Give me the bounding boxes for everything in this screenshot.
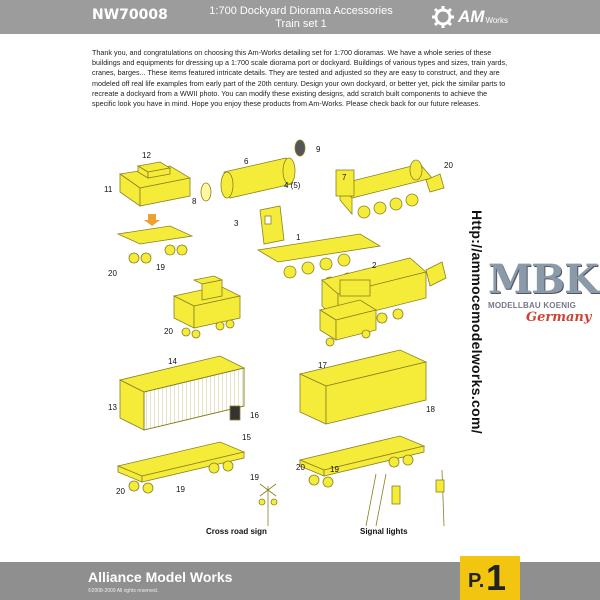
flatcar-right-part — [300, 436, 424, 487]
part-label-19d: 19 — [330, 465, 339, 474]
tender-top-part — [120, 162, 190, 206]
intro-text: Thank you, and congratulations on choosing this Am-Works detailing set for 1:700 dioramas. We have a whole series of these buildings and equipments for dressing up a 1:700 scale diorama port or dockyard. Buildings of various types and sizes, train yards, cranes, barges... These items featured intricate details. They are tested and adjusted so they are easy to construct, and they are modeled off real life examples from early part of the 20th century. Design your own dockyard, or better yet, pick the similar parts to recreate a dockyard from a WWII photo. You can modify these existing designs, add scratch built components to achieve the specific look you have in mind. Hope you enjoy these products from Am-Works. Please check back for our future releases. — [92, 48, 508, 109]
gear-icon — [432, 6, 454, 28]
part-label-12: 12 — [142, 151, 151, 160]
mbk-subtitle: MODELLBAU KOENIG — [488, 301, 577, 310]
arrow-down-icon — [144, 214, 160, 226]
part-label-19a: 19 — [156, 263, 165, 272]
part-label-20c: 20 — [164, 327, 173, 336]
website-url-vertical — [470, 210, 500, 500]
title-line-2: Train set 1 — [275, 18, 327, 30]
mbk-country: Germany — [526, 310, 592, 325]
part-label-11: 11 — [104, 185, 113, 194]
page-number: 1 — [486, 557, 507, 598]
plate-part — [230, 406, 240, 420]
part-label-20e: 20 — [296, 463, 305, 472]
part-label-20a: 20 — [444, 161, 453, 170]
header-bar — [0, 0, 600, 34]
signal-lights-part — [366, 470, 444, 526]
part-label-6: 6 — [244, 157, 249, 166]
part-label-16: 16 — [250, 411, 259, 420]
mbk-letters: MBK — [488, 256, 598, 303]
part-label-14: 14 — [168, 357, 177, 366]
boiler-part — [201, 140, 305, 201]
caption-cross-road-sign: Cross road sign — [206, 527, 267, 536]
assembled-tender-left — [174, 276, 240, 338]
part-label-18: 18 — [426, 405, 435, 414]
locomotive-part — [336, 160, 444, 218]
part-label-4: 4 (5) — [284, 181, 301, 190]
brand-works: Works — [485, 15, 508, 25]
brand-logo — [432, 4, 508, 30]
part-label-17: 17 — [318, 361, 327, 370]
part-label-15: 15 — [242, 433, 251, 442]
assembly-diagram — [90, 130, 470, 540]
boxcar-part — [120, 356, 244, 430]
part-label-20b: 20 — [108, 269, 117, 278]
brand-am: AM — [458, 7, 485, 26]
part-label-19c: 19 — [176, 485, 185, 494]
part-label-2: 2 — [372, 261, 377, 270]
page-number-badge — [460, 556, 520, 600]
website-url[interactable]: Http://ammocemodelworks.com/ — [469, 210, 485, 434]
part-label-8: 8 — [192, 197, 197, 206]
part-label-1: 1 — [296, 233, 301, 242]
page-prefix: P. — [468, 570, 485, 592]
caption-signal-lights: Signal lights — [360, 527, 408, 536]
tender-chassis-part — [118, 226, 192, 263]
part-label-7: 7 — [342, 173, 347, 182]
title-line-1: 1:700 Dockyard Diorama Accessories — [209, 5, 393, 17]
mbk-watermark — [488, 256, 598, 340]
part-label-9: 9 — [316, 145, 321, 154]
document-title — [196, 5, 406, 31]
company-name: Alliance Model Works — [88, 569, 233, 585]
cross-road-sign-part — [259, 484, 277, 526]
copyright-text: ©2008-2009 All rights reserved. — [88, 588, 159, 594]
part-label-19b: 19 — [250, 473, 259, 482]
part-label-20d: 20 — [116, 487, 125, 496]
part-label-13: 13 — [108, 403, 117, 412]
cab-part — [260, 206, 284, 244]
product-code: NW70008 — [92, 7, 168, 23]
part-label-3: 3 — [234, 219, 239, 228]
